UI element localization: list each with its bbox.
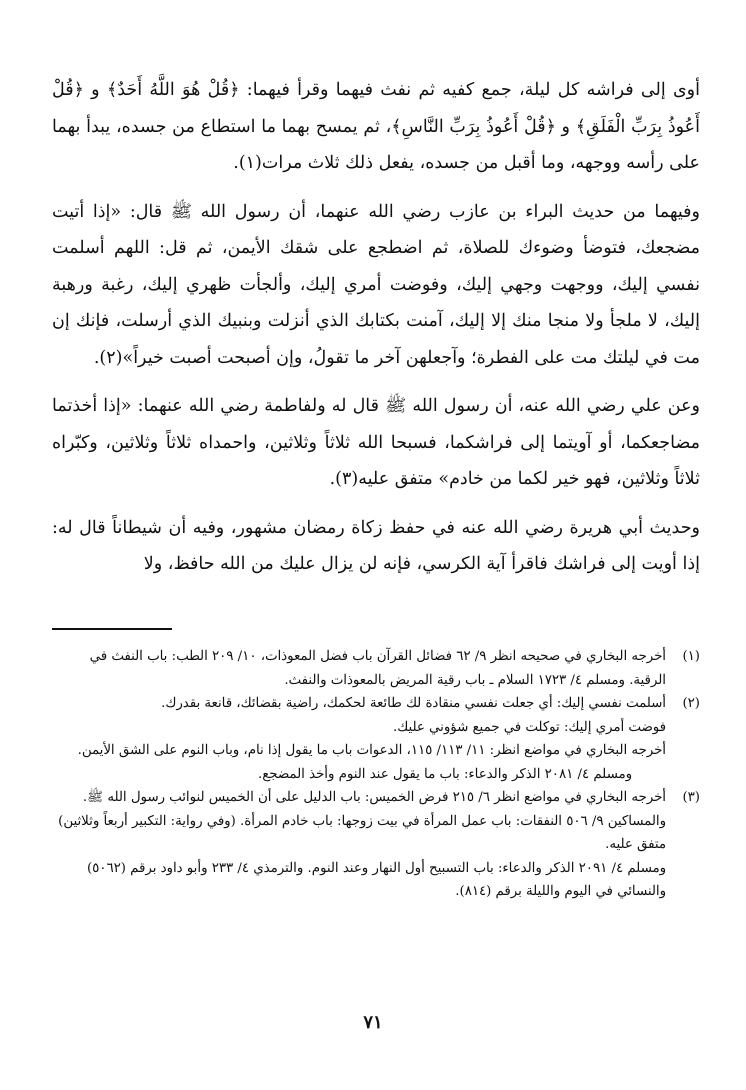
main-text bbox=[52, 72, 700, 595]
footnote-line: ومسلم ٤/ ٢٠٩١ الذكر والدعاء: باب التسبيح أول النهار وعند النوم. والترمذي ٤/ ٢٣٣ وأبو داود برقم (٥٠٦٢) والنسائي في اليوم والليلة برقم (٨١٤). bbox=[86, 860, 666, 899]
footnote bbox=[52, 692, 700, 786]
footnote-line: أخرجه البخاري في مواضع انظر ٦/ ٢١٥ فرض الخميس: باب الدليل على أن الخميس لنوائب رسول الله ﷺ. والمساكين ٩/ ٥٠٦ النفقات: باب عمل المرأة في بيت زوجها: باب خادم المرأة. (وفي رواية: التكبير أربعاً وثلاثين) متفق عليه. bbox=[58, 790, 666, 852]
page-number: ٧١ bbox=[363, 1012, 383, 1033]
footnote-body bbox=[52, 645, 666, 692]
footnote bbox=[52, 645, 700, 692]
footnote-line: ومسلم ٤/ ٢٠٨١ الذكر والدعاء: باب ما يقول عند النوم وأخذ المضجع. bbox=[258, 766, 632, 782]
footnote-number: (١) bbox=[682, 649, 700, 664]
footnote-line: أخرجه البخاري في مواضع انظر: ١١/ ١١٣/ ١١٥، الدعوات باب ما يقول إذا نام، وباب النوم على الشق الأيمن. bbox=[77, 743, 666, 758]
paragraph: وحديث أبي هريرة رضي الله عنه في حفظ زكاة رمضان مشهور، وفيه أن شيطاناً قال له: إذا أويت إلى فراشك فاقرأ آية الكرسي، فإنه لن يزال عليك من الله حافظ، ولا bbox=[52, 517, 700, 574]
footnote-line: أسلمت نفسي إليك: أي جعلت نفسي منقادة لك طائعة لحكمك، راضية بقضائك، قانعة بقدرك. bbox=[161, 696, 666, 711]
footnote-line: فوضت أمري إليك: توكلت في جميع شؤوني عليك. bbox=[393, 719, 666, 735]
footnote-number: (٣) bbox=[682, 790, 700, 805]
footnote-line: أخرجه البخاري في صحيحه انظر ٩/ ٦٢ فضائل القرآن باب فضل المعوذات، ١٠/ ٢٠٩ الطب: باب النفث في الرقية. ومسلم ٤/ ١٧٢٣ السلام ـ باب رقية المريض بالمعوذات والنفث. bbox=[89, 649, 666, 688]
footnote-separator bbox=[52, 628, 172, 630]
footnote-body bbox=[52, 692, 666, 786]
footnote-body bbox=[52, 786, 666, 904]
paragraph: وعن علي رضي الله عنه، أن رسول الله ﷺ قال له ولفاطمة رضي الله عنهما: «إذا أخذتما مضاجعكما، أو آويتما إلى فراشكما، فسبحا الله ثلاثاً وثلاثين، واحمداه ثلاثاً وثلاثين، وكبّراه ثلاثاً وثلاثين، فهو خير لكما من خادم» متفق عليه(٣). bbox=[52, 396, 700, 489]
paragraph: أوى إلى فراشه كل ليلة، جمع كفيه ثم نفث فيهما وقرأ فيهما: ﴿قُلْ هُوَ اللَّهُ أَحَدٌ﴾ و ﴿قُلْ أَعُوذُ بِرَبِّ الْفَلَقِ﴾ و ﴿قُلْ أَعُوذُ بِرَبِّ النَّاسِ﴾، ثم يمسح بهما ما استطاع من جسده، يبدأ بهما على رأسه ووجهه، وما أقبل من جسده، يفعل ذلك ثلاث مرات(١). bbox=[52, 80, 700, 173]
footnote-number: (٢) bbox=[682, 696, 700, 711]
footnote bbox=[52, 786, 700, 904]
footnotes bbox=[52, 645, 700, 904]
paragraph: وفيهما من حديث البراء بن عازب رضي الله عنهما، أن رسول الله ﷺ قال: «إذا أتيت مضجعك، فتوضأ وضوءك للصلاة، ثم اضطجع على شقك الأيمن، ثم قل: اللهم أسلمت نفسي إليك، ووجهت وجهي إليك، وفوضت أمري إليك، وألجأت ظهري إليك، رغبة ورهبة إليك، لا ملجأ ولا منجا منك إلا إليك، آمنت بكتابك الذي أنزلت وبنبيك الذي أرسلت، فإنك إن مت في ليلتك مت على الفطرة؛ وآجعلهن آخر ما تقولُ، وإن أصبحت أصبت خيراً»(٢). bbox=[52, 201, 700, 368]
